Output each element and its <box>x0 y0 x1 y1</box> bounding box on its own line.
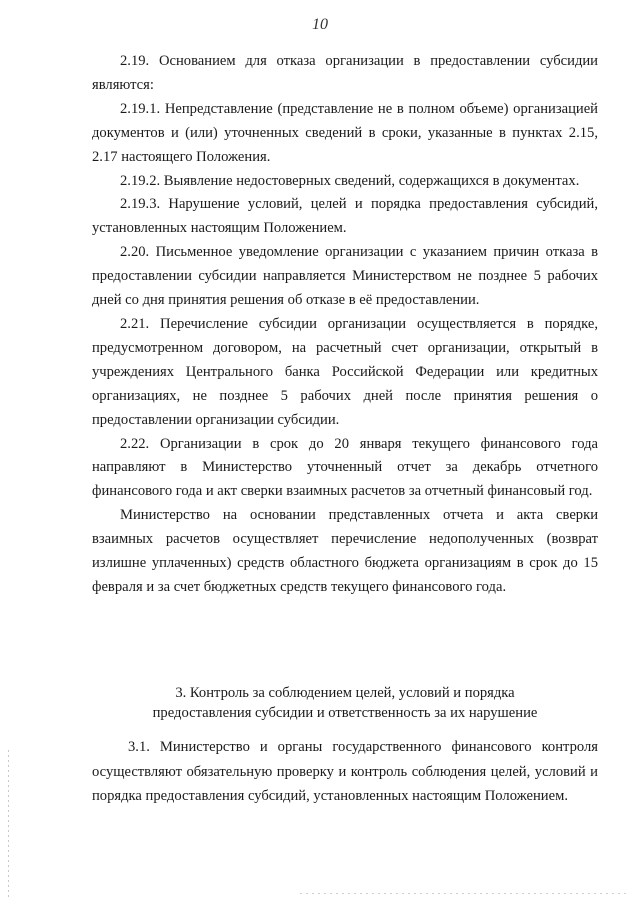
paragraph-2-19-1: 2.19.1. Непредставление (представление не в полном объеме) организацией документов и (или) уточненных сведений в сроки, указанные в пунктах 2.15, 2.17 настоящего Положения. <box>92 100 598 165</box>
document-body <box>92 50 598 600</box>
paragraph-2-19-3: 2.19.3. Нарушение условий, целей и порядка предоставления субсидий, установленных настоящим Положением. <box>92 196 598 237</box>
paragraph-3-1: 3.1. Министерство и органы государственного финансового контроля осуществляют обязательную проверку и контроль соблюдения целей, условий и порядка предоставления субсидий, установленных настоящим Положением. <box>92 739 598 804</box>
paragraph-2-20: 2.20. Письменное уведомление организации с указанием причин отказа в предоставлении субсидии направляется Министерством не позднее 5 рабочих дней со дня принятия решения об отказе в её предоставлении. <box>92 244 598 309</box>
section-3-heading <box>92 683 598 723</box>
scan-margin-mark <box>8 750 9 900</box>
page-number: 10 <box>312 16 328 33</box>
paragraph-2-19-2: 2.19.2. Выявление недостоверных сведений, содержащихся в документах. <box>120 172 580 189</box>
scan-bottom-mark <box>300 893 630 894</box>
paragraph-2-19: 2.19. Основанием для отказа организации в предоставлении субсидии являются: <box>92 53 598 93</box>
paragraph-2-22: 2.22. Организации в срок до 20 января текущего финансового года направляют в Министерство уточненный отчет за декабрь отчетного финансового года и акт сверки взаимных расчетов за отчетный финансовый год. <box>92 435 598 500</box>
section-3-body <box>92 735 598 809</box>
section-heading-line-1: 3. Контроль за соблюдением целей, условий и порядка <box>175 685 515 701</box>
paragraph-2-21: 2.21. Перечисление субсидии организации осуществляется в порядке, предусмотренном договором, на расчетный счет организации, открытый в учреждениях Центрального банка Российской Федерации или кредитных организациях, не позднее 5 рабочих дней после принятия решения о предоставлении организации субсидии. <box>92 315 598 428</box>
paragraph-ministry-transfer: Министерство на основании представленных отчета и акта сверки взаимных расчетов осуществляет перечисление недополученных (возврат излишне уплаченных) средств областного бюджета организациям в срок до 15 февраля и за счет бюджетных средств текущего финансового года. <box>92 507 598 595</box>
section-heading-line-2: предоставления субсидии и ответственность за их нарушение <box>152 705 538 721</box>
